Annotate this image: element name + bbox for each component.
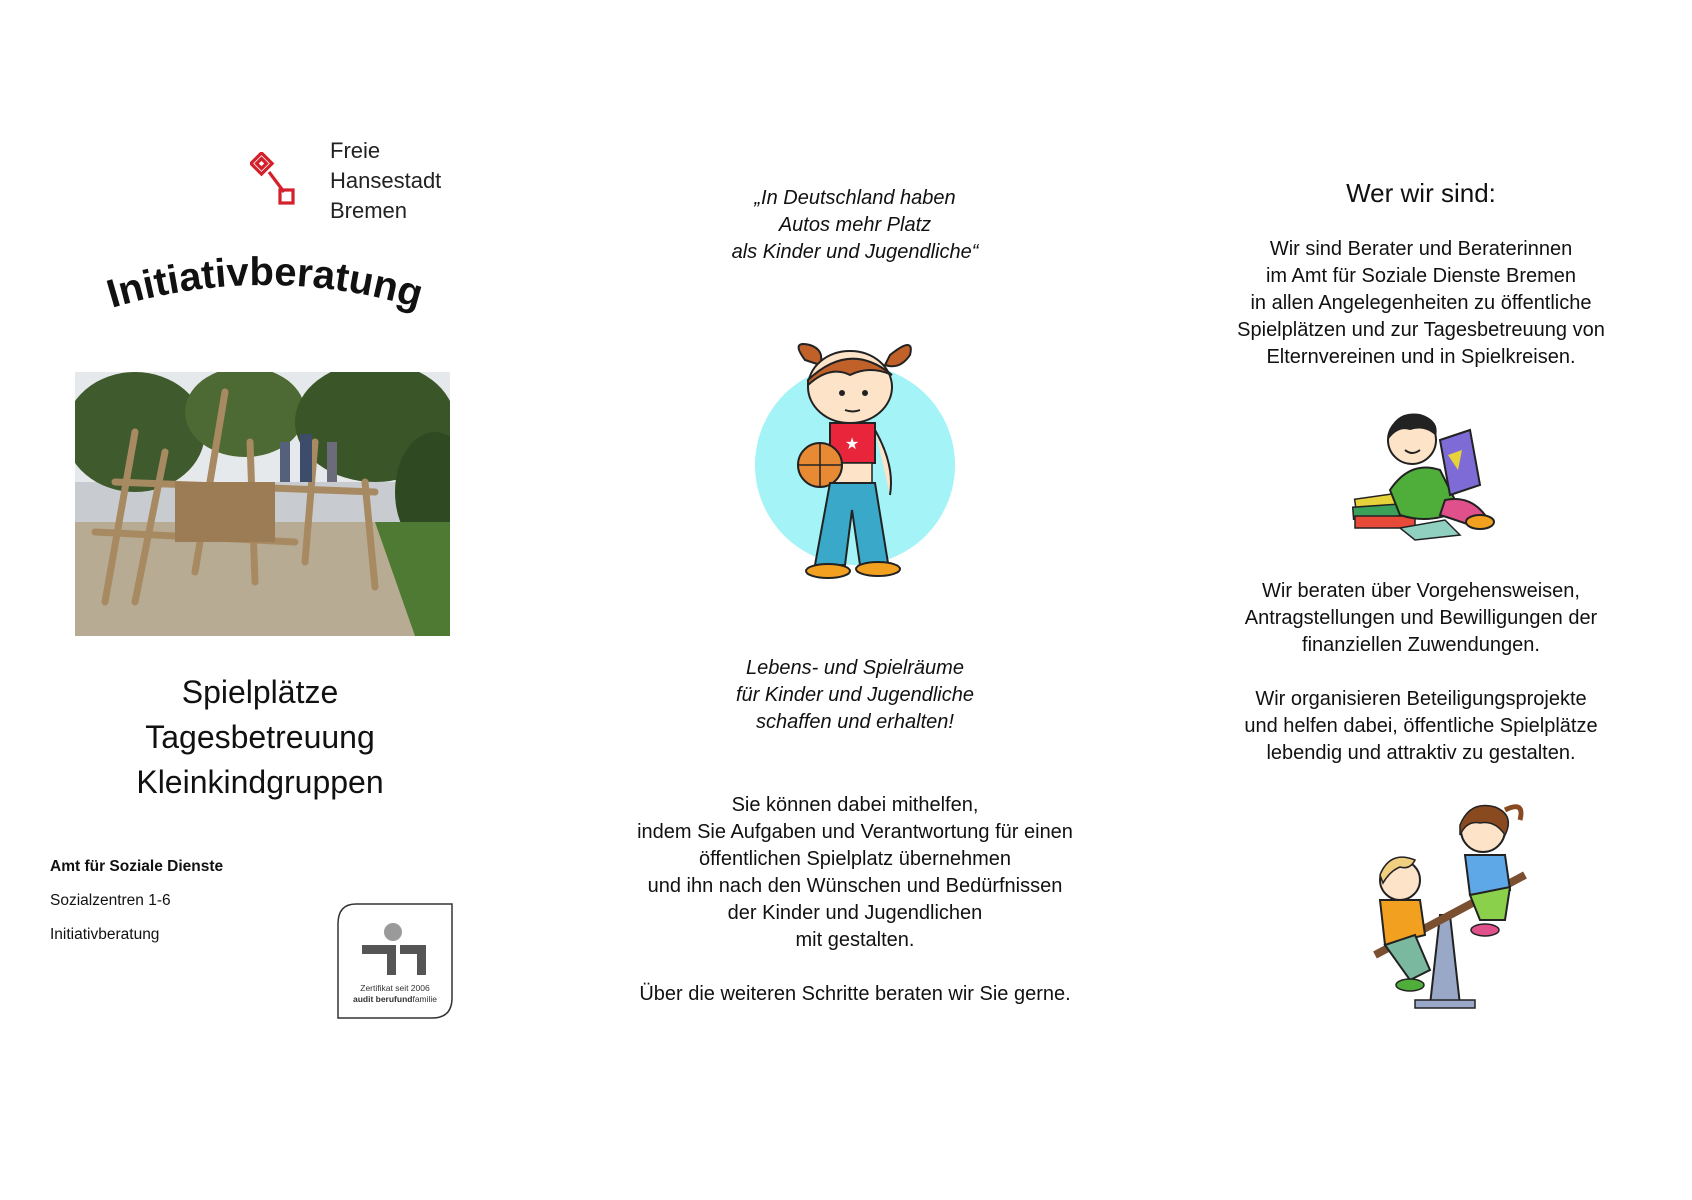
project-line-2: und helfen dabei, öffentliche Spielplätze	[1244, 715, 1598, 737]
slogan-block	[560, 655, 1150, 736]
quote-line-3: als Kinder und Jugendliche“	[731, 241, 979, 263]
cert-line-2-prefix: audit beruf	[352, 994, 397, 1004]
topic-toddler-groups: Kleinkindgruppen	[136, 764, 384, 800]
topic-playgrounds: Spielplätze	[181, 674, 339, 710]
intro-line-4: Spielplätzen und zur Tagesbetreuung von	[1237, 319, 1605, 341]
intro-line-3: in allen Angelegenheiten zu öffentliche	[1250, 292, 1592, 314]
girl-with-basketball-illustration	[750, 335, 965, 585]
who-we-are-heading: Wer wir sind:	[1346, 178, 1496, 208]
help-line-3: öffentlichen Spielplatz übernehmen	[698, 848, 1012, 870]
intro-line-1: Wir sind Berater und Beraterinnen	[1269, 238, 1573, 260]
who-we-are-panel	[1150, 0, 1692, 1200]
front-cover-panel	[0, 0, 540, 1200]
quote-block	[560, 185, 1150, 266]
intro-line-5: Elternvereinen und in Spielkreisen.	[1266, 346, 1576, 368]
reading-boy-illustration	[1350, 400, 1500, 545]
certificate-badge	[336, 902, 454, 1020]
intro-line-2: im Amt für Soziale Dienste Bremen	[1265, 265, 1577, 287]
middle-panel	[560, 0, 1150, 1200]
bremen-key-icon	[250, 152, 300, 212]
project-line-3: lebendig und attraktiv zu gestalten.	[1266, 742, 1576, 764]
quote-line-2: Autos mehr Platz	[778, 214, 932, 236]
advice-line-2: Antragstellungen und Bewilligungen der	[1244, 607, 1598, 629]
slogan-line-1: Lebens- und Spielräume	[746, 657, 964, 679]
quote-line-1: „In Deutschland haben	[754, 187, 956, 209]
org-name: Amt für Soziale Dienste	[50, 858, 224, 875]
bremen-logo-text	[330, 136, 441, 226]
help-line-1: Sie können dabei mithelfen,	[731, 794, 979, 816]
org-line-3: Initiativberatung	[50, 926, 160, 943]
organization-block	[50, 850, 223, 952]
brochure-title	[80, 245, 450, 325]
svg-text:Initiativberatung	[102, 250, 428, 317]
seesaw-children-illustration	[1355, 795, 1540, 1015]
advice-text-block	[1150, 578, 1692, 767]
help-line-6: mit gestalten.	[795, 929, 915, 951]
cert-line-2-suffix: familie	[412, 994, 438, 1004]
topic-daycare: Tagesbetreuung	[145, 719, 375, 755]
help-text-block	[560, 792, 1150, 1008]
topics-list	[60, 670, 460, 805]
slogan-line-3: schaffen und erhalten!	[756, 711, 954, 733]
slogan-line-2: für Kinder und Jugendliche	[736, 684, 974, 706]
svg-text:★: ★	[844, 436, 860, 453]
help-line-4: und ihn nach den Wünschen und Bedürfnissen	[647, 875, 1063, 897]
logo-line-2: Hansestadt	[330, 168, 442, 193]
logo-line-1: Freie	[330, 138, 381, 163]
cert-line-2-bold: und	[396, 994, 413, 1004]
svg-text:audit berufundfamilie	[353, 994, 437, 1004]
intro-text-block	[1150, 236, 1692, 371]
logo-line-3: Bremen	[330, 198, 408, 223]
project-line-1: Wir organisieren Beteiligungsprojekte	[1255, 688, 1587, 710]
cert-line-1: Zertifikat seit 2006	[360, 983, 430, 993]
playground-photo	[75, 372, 450, 636]
help-line-2: indem Sie Aufgaben und Verantwortung für einen	[637, 821, 1073, 843]
advice-line-3: finanziellen Zuwendungen.	[1302, 634, 1540, 656]
advice-line-1: Wir beraten über Vorgehensweisen,	[1262, 580, 1580, 602]
closing-line: Über die weiteren Schritte beraten wir Sie gerne.	[639, 983, 1071, 1005]
help-line-5: der Kinder und Jugendlichen	[727, 902, 983, 924]
brochure-title-text: Initiativberatung	[101, 249, 428, 317]
org-line-2: Sozialzentren 1-6	[50, 892, 171, 909]
